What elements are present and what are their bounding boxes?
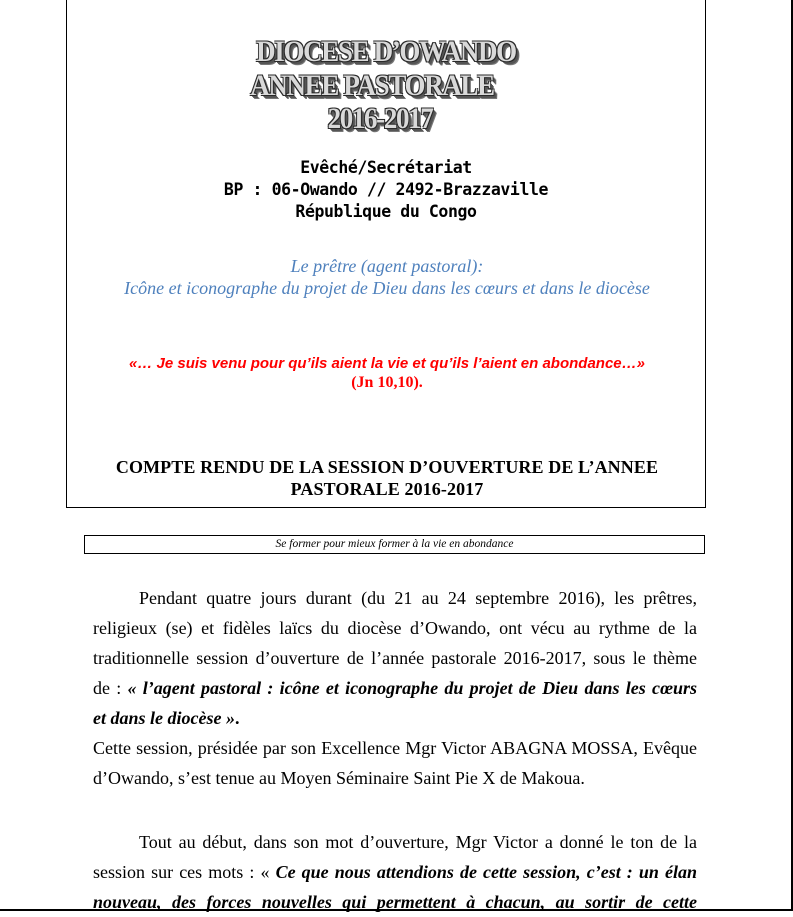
scripture-verse: [127, 354, 647, 392]
diocese-title: DIOCESE D’OWANDO: [256, 35, 516, 68]
p1-end: .: [234, 708, 240, 728]
p1-line-4: [93, 673, 697, 703]
p3-lead: session sur ces mots : «: [93, 862, 276, 882]
verse-reference: (Jn 10,10).: [351, 374, 423, 391]
paragraph-1: [93, 583, 697, 733]
address-line-2: BP : 06-Owando // 2492-Brazzaville: [223, 180, 549, 199]
p1-theme-part-1: « l’agent pastoral : icône et iconographe du projet de Dieu dans les cœurs: [127, 678, 697, 698]
report-title: COMPTE RENDU DE LA SESSION D’OUVERTURE DE L’ANNEE PASTORALE 2016-2017: [115, 457, 659, 499]
p2-line-2: d’Owando, s’est tenue au Moyen Séminaire Saint Pie X de Makoua.: [93, 768, 585, 788]
motto-box: [84, 535, 705, 554]
p3-line-2: [93, 857, 697, 887]
motto-text: Se former pour mieux former à la vie en abondance: [275, 538, 514, 550]
p1-lead: de :: [93, 678, 128, 698]
p1-line-2: religieux (se) et fidèles laïcs du diocèse d’Owando, ont vécu au rythme de la: [93, 618, 697, 638]
p1-line-5: [93, 703, 697, 733]
theme-line-1: Le prêtre (agent pastoral):: [290, 256, 484, 276]
p3-quote-part-2: nouveau, des forces nouvelles qui permettent à chacun, au sortir de cette: [93, 892, 697, 912]
year-range-title: 2016-2017: [327, 102, 433, 135]
p1-theme-part-2: et dans le diocèse »: [93, 708, 235, 728]
paragraph-3: [93, 827, 697, 917]
address-line-1: Evêché/Secrétariat: [300, 158, 472, 177]
p1-line-3: traditionnelle session d’ouverture de l’année pastorale 2016-2017, sous le thème: [93, 648, 697, 668]
paragraph-2: [93, 733, 697, 793]
theme-line-2: Icône et iconographe du projet de Dieu dans les cœurs et dans le diocèse: [124, 278, 650, 298]
verse-text: «… Je suis venu pour qu’ils aient la vie et qu’ils l’aient en abondance…»: [129, 355, 645, 372]
p2-line-1: Cette session, présidée par son Excellence Mgr Victor ABAGNA MOSSA, Evêque: [93, 738, 697, 758]
p3-quote-part-1: Ce que nous attendions de cette session, c’est : un élan: [275, 862, 697, 882]
p1-line-1: Pendant quatre jours durant (du 21 au 24 septembre 2016), les prêtres,: [139, 588, 697, 608]
pastoral-year-title: ANNEE PASTORALE: [250, 69, 494, 102]
p3-line-1: Tout au début, dans son mot d’ouverture, Mgr Victor a donné le ton de la: [139, 832, 697, 852]
header-box: [66, 0, 706, 508]
address-line-3: République du Congo: [295, 202, 477, 221]
